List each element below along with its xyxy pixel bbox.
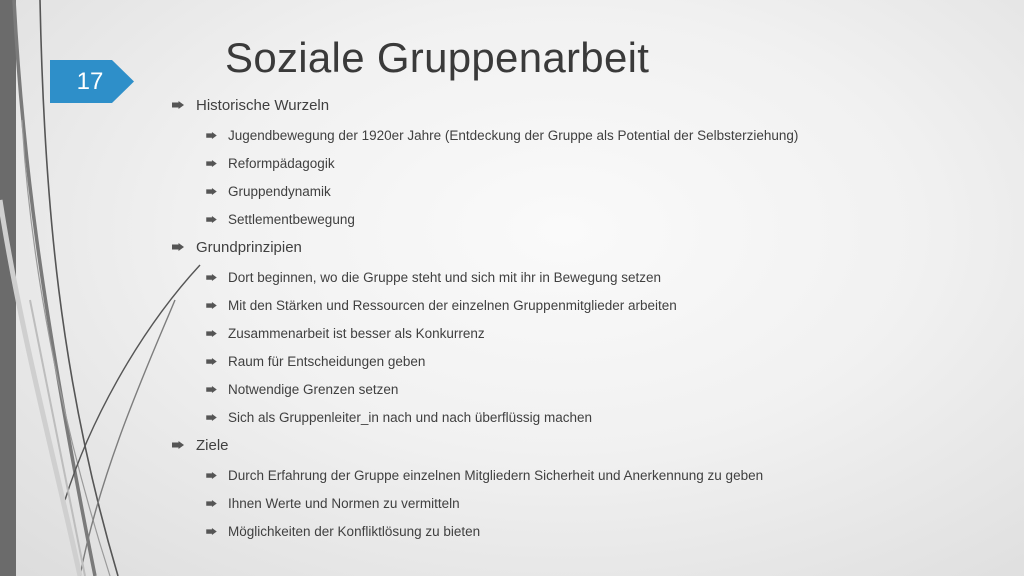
arrow-right-icon xyxy=(206,472,217,479)
list-item-text: Notwendige Grenzen setzen xyxy=(228,382,399,397)
arrow-right-icon xyxy=(206,302,217,309)
list-item xyxy=(206,270,661,285)
list-item-text: Möglichkeiten der Konfliktlösung zu bieten xyxy=(228,524,481,539)
arrow-right-icon xyxy=(206,132,217,139)
arrow-right-icon xyxy=(206,216,217,223)
list-item-text: Settlementbewegung xyxy=(228,212,355,227)
list-item-text: Reformpädagogik xyxy=(228,156,335,171)
arrow-right-icon xyxy=(206,414,217,421)
list-item-text: Raum für Entscheidungen geben xyxy=(228,354,426,369)
arrow-right-icon xyxy=(206,500,217,507)
arrow-right-icon xyxy=(172,243,184,251)
list-item-text: Mit den Stärken und Ressourcen der einzelnen Gruppenmitglieder arbeiten xyxy=(228,298,677,313)
slide-number: 17 xyxy=(76,68,104,95)
arrow-right-icon xyxy=(172,441,184,449)
arrow-right-icon xyxy=(172,101,184,109)
arrow-right-icon xyxy=(206,274,217,281)
arrow-right-icon xyxy=(206,528,217,535)
section-label: Ziele xyxy=(196,437,229,454)
section-grundprinzipien xyxy=(172,239,302,256)
arrow-right-icon xyxy=(206,386,217,393)
list-item-text: Jugendbewegung der 1920er Jahre (Entdeckung der Gruppe als Potential der Selbsterziehung) xyxy=(228,128,799,143)
section-label: Historische Wurzeln xyxy=(196,97,330,114)
arrow-right-icon xyxy=(206,330,217,337)
section-label: Grundprinzipien xyxy=(196,239,302,256)
list-item xyxy=(206,496,460,511)
list-item xyxy=(206,326,485,341)
list-item-text: Ihnen Werte und Normen zu vermitteln xyxy=(228,496,460,511)
list-item xyxy=(206,212,355,227)
list-item xyxy=(206,354,425,369)
list-item xyxy=(206,184,331,199)
list-item xyxy=(206,468,763,483)
arrow-right-icon xyxy=(206,160,217,167)
list-item xyxy=(206,298,677,313)
list-item-text: Sich als Gruppenleiter_in nach und nach überflüssig machen xyxy=(228,410,592,425)
list-item xyxy=(206,156,335,171)
list-item-text: Dort beginnen, wo die Gruppe steht und sich mit ihr in Bewegung setzen xyxy=(228,270,662,285)
list-item-text: Gruppendynamik xyxy=(228,184,331,199)
arrow-right-icon xyxy=(206,358,217,365)
list-item-text: Zusammenarbeit ist besser als Konkurrenz xyxy=(228,326,485,341)
list-item xyxy=(206,382,398,397)
section-ziele xyxy=(172,437,229,454)
list-item xyxy=(206,524,480,539)
section-historische-wurzeln xyxy=(172,97,329,114)
list-item-text: Durch Erfahrung der Gruppe einzelnen Mitgliedern Sicherheit und Anerkennung zu geben xyxy=(228,468,764,483)
arrow-right-icon xyxy=(206,188,217,195)
list-item xyxy=(206,410,592,425)
list-item xyxy=(206,128,798,143)
slide-title: Soziale Gruppenarbeit xyxy=(225,34,650,81)
